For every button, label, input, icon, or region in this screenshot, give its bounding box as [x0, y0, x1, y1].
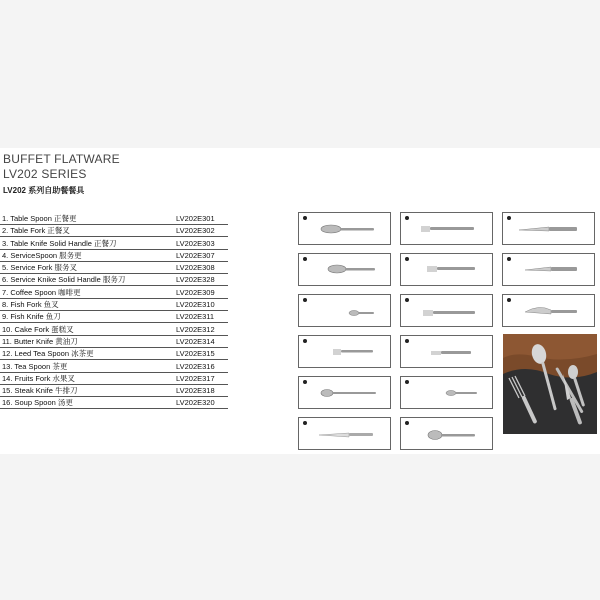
item-code: LV202E309 — [176, 287, 215, 297]
flatware-set-photo — [503, 334, 597, 434]
list-item — [0, 288, 228, 299]
item-code: LV202E308 — [176, 263, 215, 273]
catalog-panel — [0, 148, 600, 454]
item-name: 13. Tea Spoon 茶更 — [2, 361, 68, 371]
item-name: 11. Butter Knife 黄油刀 — [2, 336, 78, 346]
soup-spoon-icon — [401, 418, 494, 451]
small-fork-icon — [299, 336, 392, 369]
product-cell — [400, 335, 493, 368]
list-item — [0, 325, 228, 336]
small-spoon-icon — [299, 295, 392, 328]
item-name: 8. Fish Fork 鱼叉 — [2, 300, 59, 310]
list-item — [0, 300, 228, 311]
item-code: LV202E316 — [176, 361, 215, 371]
item-name: 2. Table Fork 正餐叉 — [2, 226, 70, 236]
list-item — [0, 386, 228, 397]
product-cell — [298, 376, 391, 409]
list-item — [0, 374, 228, 385]
item-code: LV202E302 — [176, 226, 215, 236]
product-cell — [298, 212, 391, 245]
product-cell — [400, 294, 493, 327]
list-item — [0, 362, 228, 373]
item-name: 10. Cake Fork 蛋糕叉 — [2, 324, 74, 334]
list-item — [0, 239, 228, 250]
fork-icon — [401, 295, 494, 328]
spoon-icon — [299, 213, 392, 246]
catalog-title: BUFFET FLATWARE — [3, 152, 120, 166]
item-name: 5. Service Fork 服务叉 — [2, 263, 78, 273]
list-item — [0, 337, 228, 348]
item-code: LV202E315 — [176, 349, 215, 359]
list-item — [0, 312, 228, 323]
item-name: 16. Soup Spoon 汤更 — [2, 398, 73, 408]
product-cell — [400, 253, 493, 286]
product-cell — [400, 212, 493, 245]
list-item — [0, 226, 228, 237]
item-code: LV202E328 — [176, 275, 215, 285]
item-code: LV202E311 — [176, 312, 215, 322]
product-cell — [502, 212, 595, 245]
series-subtitle: LV202 系列自助餐餐具 — [3, 186, 85, 195]
knife-icon — [503, 254, 596, 287]
list-item — [0, 398, 228, 409]
item-name: 14. Fruits Fork 水果叉 — [2, 373, 75, 383]
list-item — [0, 263, 228, 274]
item-name: 7. Coffee Spoon 咖啡更 — [2, 287, 81, 297]
product-cell — [298, 417, 391, 450]
list-item — [0, 251, 228, 262]
item-code: LV202E317 — [176, 373, 215, 383]
flatware-photo-image — [503, 334, 597, 434]
item-code: LV202E307 — [176, 250, 215, 260]
small-spoon-icon — [401, 377, 494, 410]
item-code: LV202E320 — [176, 398, 215, 408]
knife-icon — [299, 418, 392, 451]
list-item — [0, 275, 228, 286]
item-name: 12. Leed Tea Spoon 冰茶更 — [2, 349, 94, 359]
fork-icon — [401, 254, 494, 287]
item-name: 1. Table Spoon 正餐更 — [2, 214, 77, 223]
item-code: LV202E301 — [176, 214, 215, 223]
product-cell — [298, 253, 391, 286]
list-item — [0, 214, 228, 225]
product-cell — [298, 294, 391, 327]
product-cell — [400, 376, 493, 409]
item-code: LV202E310 — [176, 300, 215, 310]
small-fork-icon — [401, 336, 494, 369]
product-cell — [502, 253, 595, 286]
item-name: 9. Fish Knife 鱼刀 — [2, 312, 61, 322]
product-cell — [298, 335, 391, 368]
item-code: LV202E312 — [176, 324, 215, 334]
fish-knife-icon — [503, 295, 596, 328]
product-cell — [400, 417, 493, 450]
item-name: 15. Steak Knife 牛排刀 — [2, 386, 78, 396]
item-list — [0, 214, 228, 411]
knife-icon — [503, 213, 596, 246]
item-name: 4. ServiceSpoon 服务更 — [2, 250, 82, 260]
fork-icon — [401, 213, 494, 246]
item-code: LV202E318 — [176, 386, 215, 396]
series-title: LV202 SERIES — [3, 167, 87, 181]
item-name: 6. Service Knike Solid Handle 服务刀 — [2, 275, 126, 285]
item-code: LV202E303 — [176, 238, 215, 248]
spoon-icon — [299, 254, 392, 287]
item-name: 3. Table Knife Solid Handle 正餐刀 — [2, 238, 117, 248]
product-cell — [502, 294, 595, 327]
item-code: LV202E314 — [176, 336, 215, 346]
list-item — [0, 349, 228, 360]
spoon-icon — [299, 377, 392, 410]
